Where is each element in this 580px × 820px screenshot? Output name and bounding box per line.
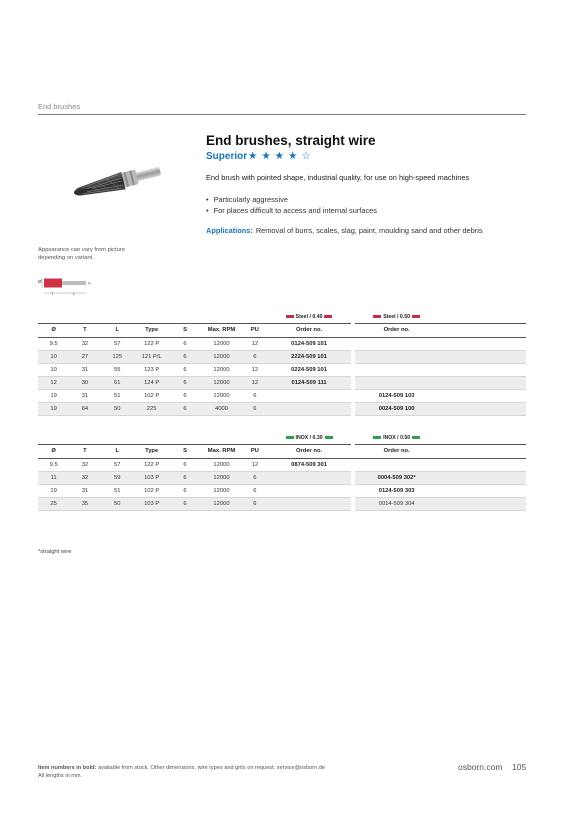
inox-030-tag: INOX / 0.30 bbox=[284, 435, 335, 441]
table-row bbox=[38, 389, 526, 402]
col-header-max-rpm: Max. RPM bbox=[201, 323, 243, 337]
cell-t: 35 bbox=[69, 497, 100, 510]
cell-rpm: 12000 bbox=[201, 497, 243, 510]
cell-s: 6 bbox=[169, 497, 200, 510]
table-row bbox=[38, 350, 526, 363]
cell-d: 10 bbox=[38, 363, 69, 376]
cell-o1 bbox=[267, 389, 350, 402]
inox-wire-table bbox=[38, 432, 526, 511]
cell-d: 19 bbox=[38, 484, 69, 497]
cell-rpm: 12000 bbox=[201, 471, 243, 484]
cell-o2 bbox=[355, 363, 438, 376]
col-header-pu: PU bbox=[242, 444, 267, 458]
cell-s: 6 bbox=[169, 389, 200, 402]
cell-pu: 12 bbox=[242, 337, 267, 350]
diagram-l-label: L bbox=[73, 291, 76, 296]
cell-l: 61 bbox=[101, 376, 134, 389]
cell-o2: 0124-509 103 bbox=[355, 389, 438, 402]
diagram-d-label: Ø bbox=[38, 279, 42, 284]
cell-l: 51 bbox=[101, 484, 134, 497]
appearance-note: Appearance can vary from picture depending on variant. bbox=[38, 247, 125, 261]
cell-o2 bbox=[355, 376, 438, 389]
cell-type: 122 P bbox=[134, 337, 169, 350]
cell-s: 6 bbox=[169, 363, 200, 376]
cell-t: 32 bbox=[69, 471, 100, 484]
col-header-l: L bbox=[101, 323, 134, 337]
col-header-diameter: Ø bbox=[38, 444, 69, 458]
cell-pu: 6 bbox=[242, 497, 267, 510]
cell-s: 6 bbox=[169, 337, 200, 350]
col-header-t: T bbox=[69, 323, 100, 337]
cell-pu: 12 bbox=[242, 363, 267, 376]
cell-type: 121 P/L bbox=[134, 350, 169, 363]
footer-website: osborn.com bbox=[458, 762, 503, 772]
col-header-order-no-2: Order no. bbox=[355, 323, 438, 337]
cell-type: 103 P bbox=[134, 497, 169, 510]
diagram-s-label: S bbox=[88, 280, 91, 286]
cell-t: 31 bbox=[69, 363, 100, 376]
cell-t: 30 bbox=[69, 376, 100, 389]
applications-text bbox=[206, 226, 483, 235]
cell-type: 102 P bbox=[134, 389, 169, 402]
end-brush-image bbox=[58, 160, 170, 208]
cell-t: 32 bbox=[69, 458, 100, 471]
cell-type: 103 P bbox=[134, 471, 169, 484]
cell-l: 57 bbox=[101, 337, 134, 350]
cell-o2: 0014-509 304 bbox=[355, 497, 438, 510]
cell-rpm: 12000 bbox=[201, 389, 243, 402]
cell-type: 124 P bbox=[134, 376, 169, 389]
cell-l: 50 bbox=[101, 497, 134, 510]
col-header-t: T bbox=[69, 444, 100, 458]
col-header-pu: PU bbox=[242, 323, 267, 337]
feature-item: • Particularly aggressive bbox=[206, 194, 377, 205]
cell-rpm: 4000 bbox=[201, 402, 243, 415]
col-header-l: L bbox=[101, 444, 134, 458]
cell-o1: 0124-509 101 bbox=[267, 337, 350, 350]
cell-s: 6 bbox=[169, 471, 200, 484]
page-section-header: End brushes bbox=[38, 102, 81, 111]
table-row bbox=[38, 376, 526, 389]
cell-type: 123 P bbox=[134, 363, 169, 376]
cell-s: 6 bbox=[169, 458, 200, 471]
cell-o1 bbox=[267, 402, 350, 415]
col-header-max-rpm: Max. RPM bbox=[201, 444, 243, 458]
product-title: End brushes, straight wire bbox=[206, 133, 376, 148]
applications-label: Applications: bbox=[206, 226, 253, 235]
cell-rpm: 12000 bbox=[201, 350, 243, 363]
cell-o1: 0874-509 301 bbox=[267, 458, 350, 471]
rating-stars-icon: ★ ★ ★ ★ ☆ bbox=[248, 150, 312, 162]
cell-t: 31 bbox=[69, 389, 100, 402]
cell-rpm: 12000 bbox=[201, 458, 243, 471]
cell-l: 51 bbox=[101, 389, 134, 402]
cell-pu: 12 bbox=[242, 458, 267, 471]
diagram-t-label: T bbox=[51, 291, 54, 296]
cell-pu: 6 bbox=[242, 389, 267, 402]
cell-l: 57 bbox=[101, 458, 134, 471]
table-row bbox=[38, 497, 526, 510]
col-header-s: S bbox=[169, 323, 200, 337]
footer-bold-lead: Item numbers in bold: bbox=[38, 765, 97, 771]
col-header-order-no-1: Order no. bbox=[267, 323, 350, 337]
cell-type: 122 P bbox=[134, 458, 169, 471]
cell-pu: 6 bbox=[242, 471, 267, 484]
footnote: *straight wire bbox=[38, 549, 72, 555]
cell-l: 50 bbox=[101, 402, 134, 415]
cell-t: 32 bbox=[69, 337, 100, 350]
cell-pu: 6 bbox=[242, 484, 267, 497]
col-header-diameter: Ø bbox=[38, 323, 69, 337]
col-header-type: Type bbox=[134, 323, 169, 337]
cell-d: 19 bbox=[38, 402, 69, 415]
cell-pu: 6 bbox=[242, 402, 267, 415]
cell-l: 55 bbox=[101, 363, 134, 376]
footer-text: available from stock. Other dimensions, wire types and grits on request: service@osborn.de bbox=[98, 765, 326, 771]
col-header-order-no-2: Order no. bbox=[355, 444, 438, 458]
cell-rpm: 12000 bbox=[201, 337, 243, 350]
cell-o1: 2224-509 101 bbox=[267, 350, 350, 363]
steel-wire-table bbox=[38, 311, 526, 416]
cell-o2 bbox=[355, 350, 438, 363]
col-header-type: Type bbox=[134, 444, 169, 458]
cell-o1: 0224-509 101 bbox=[267, 363, 350, 376]
table-row bbox=[38, 337, 526, 350]
page-number: 105 bbox=[512, 762, 527, 772]
cell-d: 10 bbox=[38, 350, 69, 363]
feature-item: • For places difficult to access and internal surfaces bbox=[206, 205, 377, 216]
cell-d: 12 bbox=[38, 376, 69, 389]
cell-t: 27 bbox=[69, 350, 100, 363]
cell-s: 6 bbox=[169, 402, 200, 415]
header-divider bbox=[38, 114, 526, 115]
cell-d: 9.5 bbox=[38, 458, 69, 471]
cell-rpm: 12000 bbox=[201, 484, 243, 497]
cell-d: 19 bbox=[38, 389, 69, 402]
table-row bbox=[38, 363, 526, 376]
cell-o1 bbox=[267, 497, 350, 510]
cell-l: 125 bbox=[101, 350, 134, 363]
cell-s: 6 bbox=[169, 376, 200, 389]
footer-note bbox=[38, 765, 325, 780]
cell-t: 64 bbox=[69, 402, 100, 415]
cell-rpm: 12000 bbox=[201, 376, 243, 389]
cell-pu: 6 bbox=[242, 350, 267, 363]
cell-l: 59 bbox=[101, 471, 134, 484]
table-row bbox=[38, 484, 526, 497]
dimension-diagram bbox=[38, 276, 100, 298]
table-row bbox=[38, 458, 526, 471]
cell-o1 bbox=[267, 484, 350, 497]
cell-o2: 0124-509 303 bbox=[355, 484, 438, 497]
cell-rpm: 12000 bbox=[201, 363, 243, 376]
cell-t: 31 bbox=[69, 484, 100, 497]
product-description: End brush with pointed shape, industrial quality, for use on high-speed machines bbox=[206, 173, 470, 182]
cell-pu: 12 bbox=[242, 376, 267, 389]
table-row bbox=[38, 471, 526, 484]
cell-s: 6 bbox=[169, 350, 200, 363]
table-row bbox=[38, 402, 526, 415]
cell-type: 102 P bbox=[134, 484, 169, 497]
footer-line2: All lengths in mm. bbox=[38, 772, 83, 779]
col-header-order-no-1: Order no. bbox=[267, 444, 350, 458]
steel-050-tag: Steel / 0.50 bbox=[371, 314, 422, 320]
feature-list bbox=[206, 194, 377, 216]
applications-description: Removal of burrs, scales, slag, paint, moulding sand and other debris bbox=[255, 226, 483, 235]
col-header-s: S bbox=[169, 444, 200, 458]
inox-050-tag: INOX / 0.50 bbox=[371, 435, 422, 441]
cell-type: 225 bbox=[134, 402, 169, 415]
cell-o2 bbox=[355, 337, 438, 350]
cell-s: 6 bbox=[169, 484, 200, 497]
cell-o2: 0024-509 100 bbox=[355, 402, 438, 415]
cell-d: 11 bbox=[38, 471, 69, 484]
cell-o2 bbox=[355, 458, 438, 471]
steel-040-tag: Steel / 0.40 bbox=[284, 314, 335, 320]
cell-o1: 0124-509 111 bbox=[267, 376, 350, 389]
cell-o2: 0004-509 302* bbox=[355, 471, 438, 484]
cell-o1 bbox=[267, 471, 350, 484]
product-line-name: Superior bbox=[206, 151, 248, 162]
cell-d: 9.5 bbox=[38, 337, 69, 350]
cell-d: 25 bbox=[38, 497, 69, 510]
